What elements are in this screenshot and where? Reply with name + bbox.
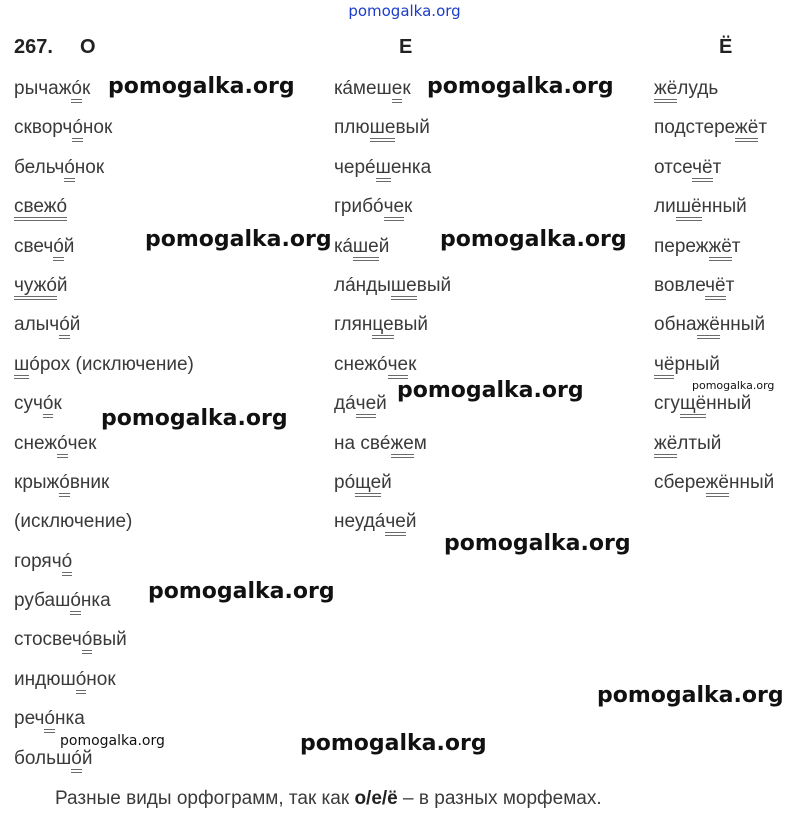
underlined-letter: ё bbox=[696, 393, 707, 418]
word-fragment: нка bbox=[80, 590, 111, 612]
word-item bbox=[654, 468, 774, 507]
conclusion-letters: о/е/ё bbox=[354, 788, 398, 809]
word-fragment: й bbox=[69, 314, 81, 336]
word-item bbox=[334, 507, 451, 546]
word-fragment: (исключение) bbox=[14, 511, 133, 533]
underlined-letter: ч bbox=[705, 275, 715, 300]
word-item bbox=[334, 271, 451, 310]
word-fragment: лтый bbox=[677, 432, 722, 454]
word-fragment: т bbox=[725, 274, 735, 296]
word-fragment: скворч bbox=[14, 117, 73, 139]
word-fragment: нок bbox=[82, 117, 113, 139]
watermark-small: pomogalka.org bbox=[60, 733, 165, 749]
underlined-letter: ш bbox=[676, 196, 691, 221]
underlined-letter: ó bbox=[71, 78, 82, 103]
word-fragment: сбере bbox=[654, 471, 706, 493]
word-fragment: алыч bbox=[14, 314, 60, 336]
underlined-letter: ё bbox=[667, 433, 678, 458]
underlined-letter: ó bbox=[59, 472, 70, 497]
underlined-letter: щ bbox=[355, 472, 370, 497]
word-item bbox=[654, 429, 774, 468]
word-fragment: м bbox=[413, 432, 427, 454]
underlined-letter: е bbox=[368, 236, 379, 261]
word-fragment: снеж bbox=[14, 432, 58, 454]
underlined-letter: ш bbox=[391, 275, 406, 300]
conclusion-text-end: – в разных морфемах. bbox=[397, 788, 602, 809]
word-item bbox=[334, 192, 451, 231]
word-fragment: больш bbox=[14, 747, 72, 769]
word-item bbox=[14, 625, 194, 664]
word-fragment: нный bbox=[706, 393, 752, 415]
word-item bbox=[654, 271, 774, 310]
word-fragment: й bbox=[376, 393, 387, 415]
word-fragment: óрох (исключение) bbox=[29, 353, 194, 375]
watermark: pomogalka.org bbox=[444, 531, 631, 556]
column-header-e: Е bbox=[399, 36, 413, 58]
word-fragment: й bbox=[378, 235, 390, 257]
word-fragment: переж bbox=[654, 235, 709, 257]
underlined-letter: ó bbox=[82, 629, 93, 654]
word-fragment: реч bbox=[14, 708, 45, 730]
underlined-letter: ё bbox=[691, 196, 702, 221]
underlined-letter: ш bbox=[14, 354, 29, 379]
word-fragment: нный bbox=[701, 196, 747, 218]
underlined-letter: ч bbox=[384, 196, 394, 221]
word-fragment: бельч bbox=[14, 156, 65, 178]
underlined-letter: ч bbox=[654, 354, 664, 379]
word-fragment: к bbox=[81, 78, 91, 99]
word-fragment: нок bbox=[74, 156, 105, 178]
underlined-letter: ш bbox=[353, 236, 368, 261]
watermark: pomogalka.org bbox=[108, 74, 295, 99]
underlined-letter: ж bbox=[706, 472, 719, 497]
underlined-letter: ó bbox=[71, 748, 82, 773]
watermark: pomogalka.org bbox=[427, 74, 614, 99]
word-fragment: сгу bbox=[654, 393, 680, 415]
underlined-letter: чуж bbox=[14, 275, 46, 300]
word-fragment: дá bbox=[334, 393, 356, 415]
word-fragment: рычаж bbox=[14, 78, 72, 99]
top-watermark: pomogalka.org bbox=[348, 2, 461, 20]
underlined-letter: ó bbox=[70, 590, 81, 615]
word-item bbox=[334, 429, 451, 468]
underlined-letter: ó bbox=[76, 669, 87, 694]
word-fragment: вый bbox=[92, 629, 127, 651]
word-item bbox=[654, 113, 774, 152]
word-fragment: вый bbox=[416, 274, 452, 296]
word-fragment: рубаш bbox=[14, 590, 71, 612]
word-item bbox=[14, 350, 194, 389]
word-item bbox=[654, 74, 774, 113]
word-fragment: суч bbox=[14, 393, 43, 415]
underlined-letter: ó bbox=[64, 157, 75, 182]
word-fragment: неудá bbox=[334, 511, 386, 533]
word-fragment: вый bbox=[395, 117, 430, 139]
underlined-letter: ш bbox=[376, 157, 391, 182]
underlined-letter: е bbox=[366, 393, 377, 418]
word-fragment: нок bbox=[86, 668, 116, 690]
word-fragment: на свé bbox=[334, 432, 391, 454]
word-fragment: подстере bbox=[654, 117, 736, 139]
underlined-letter: ó bbox=[56, 196, 67, 221]
word-fragment: глян bbox=[334, 314, 373, 336]
word-fragment: плю bbox=[334, 117, 370, 139]
word-fragment: т bbox=[731, 235, 741, 257]
conclusion-text bbox=[55, 788, 602, 810]
word-fragment: рный bbox=[674, 353, 720, 375]
word-item bbox=[654, 310, 774, 349]
underlined-letter: ж bbox=[709, 236, 722, 261]
word-fragment: кáмеш bbox=[334, 78, 392, 99]
word-item bbox=[14, 271, 194, 310]
underlined-letter: ж bbox=[654, 433, 667, 458]
word-fragment: черé bbox=[334, 156, 376, 178]
underlined-letter: ё bbox=[702, 157, 713, 182]
word-item bbox=[334, 468, 451, 507]
word-item bbox=[334, 153, 451, 192]
word-item bbox=[654, 232, 774, 271]
word-item bbox=[654, 153, 774, 192]
watermark: pomogalka.org bbox=[397, 378, 584, 403]
word-fragment: свеч bbox=[14, 235, 54, 257]
underlined-letter: свеж bbox=[14, 196, 56, 221]
underlined-letter: ж bbox=[697, 314, 710, 339]
word-fragment: нный bbox=[728, 471, 775, 493]
underlined-letter: е bbox=[383, 314, 394, 339]
word-fragment: вовле bbox=[654, 274, 706, 296]
word-item bbox=[14, 429, 194, 468]
underlined-letter: ч bbox=[385, 511, 395, 536]
underlined-letter: ó bbox=[72, 117, 83, 142]
word-column-yo bbox=[654, 74, 774, 507]
word-item bbox=[14, 507, 194, 546]
word-fragment: нный bbox=[719, 314, 766, 336]
word-fragment: й bbox=[56, 274, 68, 296]
word-fragment: горяч bbox=[14, 550, 62, 572]
word-fragment: лудь bbox=[677, 78, 719, 99]
word-fragment: нка bbox=[54, 708, 85, 730]
underlined-letter: ё bbox=[718, 472, 729, 497]
underlined-letter: ó bbox=[46, 275, 57, 300]
watermark: pomogalka.org bbox=[101, 406, 288, 431]
underlined-letter: ё bbox=[748, 117, 759, 142]
word-item bbox=[654, 389, 774, 428]
underlined-letter: е bbox=[393, 196, 404, 221]
underlined-letter: ó bbox=[59, 314, 70, 339]
word-fragment: т bbox=[712, 156, 722, 178]
word-fragment: индюш bbox=[14, 668, 76, 690]
exercise-number: 267. bbox=[14, 36, 53, 58]
watermark: pomogalka.org bbox=[145, 227, 332, 252]
underlined-letter: е bbox=[398, 354, 409, 379]
word-fragment: стосвеч bbox=[14, 629, 82, 651]
underlined-letter: ц bbox=[372, 314, 383, 339]
underlined-letter: е bbox=[403, 433, 414, 458]
word-fragment: вник bbox=[69, 471, 110, 493]
word-fragment: грибó bbox=[334, 196, 384, 218]
word-fragment: й bbox=[81, 747, 93, 769]
word-fragment: т bbox=[758, 117, 768, 139]
word-fragment: й bbox=[405, 511, 417, 533]
underlined-letter: ó bbox=[62, 551, 73, 576]
word-item bbox=[334, 113, 451, 152]
underlined-letter: ё bbox=[715, 275, 726, 300]
word-fragment: обна bbox=[654, 314, 697, 336]
word-fragment: ли bbox=[654, 196, 676, 218]
watermark: pomogalka.org bbox=[597, 683, 784, 708]
underlined-letter: ó bbox=[43, 393, 54, 418]
underlined-letter: ё bbox=[664, 354, 675, 379]
underlined-letter: ж bbox=[735, 117, 748, 142]
watermark: pomogalka.org bbox=[300, 731, 487, 756]
watermark-small: pomogalka.org bbox=[692, 379, 775, 392]
word-item bbox=[14, 192, 194, 231]
underlined-letter: ó bbox=[53, 236, 64, 261]
underlined-letter: ж bbox=[654, 78, 667, 103]
word-fragment: снежó bbox=[334, 353, 388, 375]
underlined-letter: ч bbox=[692, 157, 702, 182]
word-fragment: й bbox=[381, 471, 392, 493]
watermark: pomogalka.org bbox=[148, 579, 335, 604]
word-item bbox=[334, 232, 451, 271]
underlined-letter: ё bbox=[667, 78, 678, 103]
column-header-yo: Ё bbox=[719, 36, 733, 58]
underlined-letter: ч bbox=[388, 354, 398, 379]
word-fragment: кá bbox=[334, 235, 353, 257]
underlined-letter: е bbox=[395, 511, 406, 536]
underlined-letter: е bbox=[406, 275, 417, 300]
word-item bbox=[334, 310, 451, 349]
word-item bbox=[14, 665, 194, 704]
word-fragment: вый bbox=[393, 314, 429, 336]
word-fragment: крыж bbox=[14, 471, 60, 493]
underlined-letter: е bbox=[392, 78, 403, 103]
word-fragment: к bbox=[408, 353, 417, 375]
word-fragment: енка bbox=[390, 156, 432, 178]
underlined-letter: ш bbox=[370, 117, 385, 142]
word-item bbox=[14, 310, 194, 349]
underlined-letter: ж bbox=[391, 433, 404, 458]
word-fragment: к bbox=[53, 393, 62, 415]
word-fragment: отсе bbox=[654, 156, 693, 178]
word-item bbox=[14, 744, 194, 783]
underlined-letter: е bbox=[385, 117, 396, 142]
word-item bbox=[654, 192, 774, 231]
underlined-letter: ч bbox=[356, 393, 366, 418]
word-fragment: й bbox=[63, 235, 75, 257]
word-column-e bbox=[334, 74, 451, 547]
conclusion-text-start: Разные виды орфограмм, так как bbox=[55, 788, 355, 809]
underlined-letter: ó bbox=[57, 433, 68, 458]
word-item bbox=[14, 468, 194, 507]
word-item bbox=[14, 153, 194, 192]
underlined-letter: е bbox=[371, 472, 382, 497]
word-fragment: рó bbox=[334, 471, 356, 493]
word-fragment: к bbox=[404, 196, 413, 218]
word-fragment: лáнды bbox=[334, 274, 391, 296]
underlined-letter: ё bbox=[721, 236, 732, 261]
word-fragment: к bbox=[402, 78, 411, 99]
underlined-letter: ó bbox=[44, 708, 55, 733]
underlined-letter: ё bbox=[709, 314, 720, 339]
column-header-o: О bbox=[80, 36, 96, 58]
word-item bbox=[14, 113, 194, 152]
watermark: pomogalka.org bbox=[440, 227, 627, 252]
underlined-letter: щ bbox=[680, 393, 696, 418]
word-fragment: чек bbox=[67, 432, 97, 454]
